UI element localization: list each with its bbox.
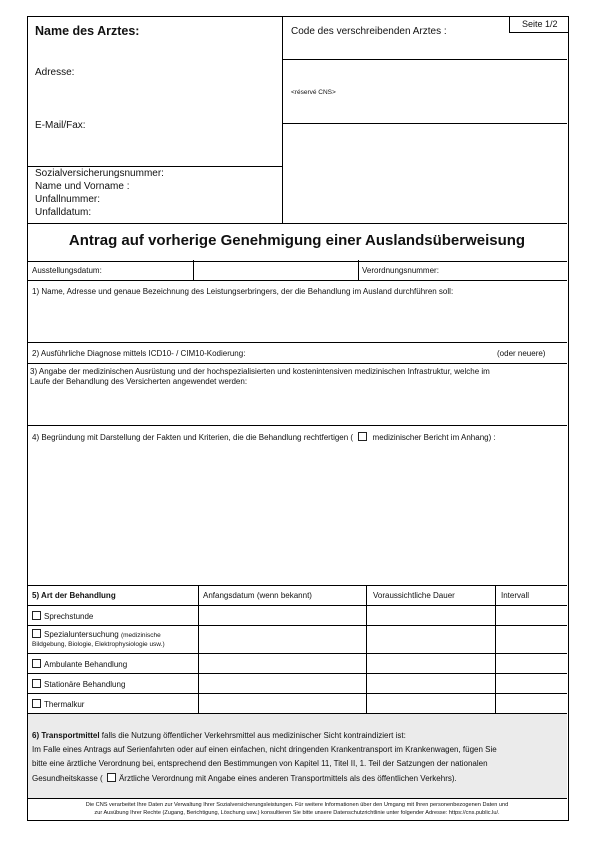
treatment-row-consultation	[32, 611, 93, 622]
page-number: Seite 1/2	[522, 19, 558, 29]
consultation-label: Sprechstunde	[44, 612, 94, 621]
reserved-box	[282, 59, 567, 124]
consultation-checkbox[interactable]	[32, 611, 41, 620]
prescriber-code-label: Code des verschreibenden Arztes :	[291, 26, 447, 37]
doctor-name-label: Name des Arztes:	[35, 24, 140, 38]
section-4-box[interactable]	[27, 425, 567, 586]
section-2-note: (oder neuere)	[497, 349, 546, 358]
transport-line-4-before: Gesundheitskasse (	[32, 774, 103, 783]
reserved-cns-label: <réservé CNS>	[291, 89, 336, 96]
transport-line-2: Im Falle eines Antrags auf Serienfahrten oder auf einen einfachen, nicht dringenden Krankentransport im Krankenwagen, fügen Sie	[32, 745, 497, 754]
section-4-label	[32, 432, 496, 443]
email-fax-label: E-Mail/Fax:	[35, 120, 86, 131]
accident-number-label: Unfallnummer:	[35, 194, 101, 205]
section-3-line-2: Laufe der Behandlung des Versicherten angewendet werden:	[30, 377, 248, 386]
section-4-text-before: 4) Begründung mit Darstellung der Fakten und Kriterien, die die Behandlung rechtfertigen (	[32, 433, 354, 442]
outpatient-checkbox[interactable]	[32, 659, 41, 668]
treatment-row-inpatient	[32, 679, 125, 690]
outpatient-label: Ambulante Behandlung	[44, 660, 128, 669]
treatment-row-line	[27, 693, 567, 714]
privacy-notice-line-1: Die CNS verarbeitet Ihre Daten zur Verwaltung Ihrer Sozialversicherungsleistungen. Für weitere Informationen über den Umgang mit Ihren personenbezogenen Daten und	[85, 802, 509, 808]
section-1-label: 1) Name, Adresse und genaue Bezeichnung des Leistungserbringers, der die Behandlung im Ausland durchführen soll:	[32, 287, 454, 296]
ssn-label: Sozialversicherungsnummer:	[35, 168, 164, 179]
treatment-header-interval: Intervall	[501, 591, 530, 600]
thermal-cure-checkbox[interactable]	[32, 699, 41, 708]
transport-line-4	[32, 773, 457, 784]
treatment-header-duration: Voraussichtliche Dauer	[373, 591, 455, 600]
special-exam-sub-2: Bildgebung, Biologie, Elektrophysiologie usw.)	[32, 641, 165, 648]
inpatient-checkbox[interactable]	[32, 679, 41, 688]
special-exam-sub: (medizinische	[120, 632, 161, 639]
transport-line-3: bitte eine ärztliche Verordnung bei, entsprechend den Bestimmungen von Kapitel 11, Titel II, 1. Teil der Satzungen der nationalen	[32, 759, 488, 768]
treatment-row-special-exam	[32, 629, 161, 640]
transport-section	[28, 714, 567, 799]
address-label: Adresse:	[35, 67, 75, 78]
transport-line-4-after: Ärztliche Verordnung mit Angabe eines anderen Transportmittels als des öffentlichen Verkehrs).	[118, 774, 457, 783]
treatment-col-divider	[198, 585, 199, 713]
privacy-notice-line-2: zur Ausübung Ihrer Rechte (Zugang, Berichtigung, Löschung usw.) konsultieren Sie bitte unsere Datenschutzrichtlinie unter folgender Adresse: https://cns.public.lu/.	[94, 810, 500, 816]
treatment-row-outpatient	[32, 659, 127, 670]
inpatient-label: Stationäre Behandlung	[44, 680, 126, 689]
dates-divider-2	[358, 260, 359, 280]
issue-date-label: Ausstellungsdatum:	[32, 266, 102, 275]
treatment-row-thermal-cure	[32, 699, 84, 710]
section-3-line-1: 3) Angabe der medizinischen Ausrüstung und der hochspezialisierten und kostenintensiven medizinischen Infrastruktur, welche im	[30, 367, 490, 376]
transport-title-line	[32, 731, 406, 741]
treatment-row-line	[27, 605, 567, 626]
insured-name-label: Name und Vorname :	[35, 181, 130, 192]
treatment-header-type: 5) Art der Behandlung	[32, 591, 116, 600]
transport-title: 6) Transportmittel	[32, 731, 100, 740]
treatment-col-divider	[495, 585, 496, 713]
issue-date-field[interactable]	[194, 261, 357, 279]
treatment-col-divider	[366, 585, 367, 713]
transport-title-rest: falls die Nutzung öffentlicher Verkehrsmittel aus medizinischer Sicht kontraindiziert ist:	[99, 731, 406, 740]
medical-report-checkbox[interactable]	[358, 432, 367, 441]
accident-date-label: Unfalldatum:	[35, 207, 92, 218]
form-title: Antrag auf vorherige Genehmigung einer Auslandsüberweisung	[68, 232, 526, 249]
transport-prescription-checkbox[interactable]	[107, 773, 116, 782]
section-2-label: 2) Ausführliche Diagnose mittels ICD10- / CIM10-Kodierung:	[32, 349, 246, 358]
thermal-cure-label: Thermalkur	[44, 700, 85, 709]
special-exam-checkbox[interactable]	[32, 629, 41, 638]
treatment-header-start-date: Anfangsdatum (wenn bekannt)	[203, 591, 312, 600]
prescription-number-label: Verordnungsnummer:	[362, 266, 439, 275]
section-4-text-after: medizinischer Bericht im Anhang) :	[372, 433, 496, 442]
special-exam-label: Spezialuntersuchung	[44, 630, 119, 639]
code-divider	[282, 16, 567, 60]
